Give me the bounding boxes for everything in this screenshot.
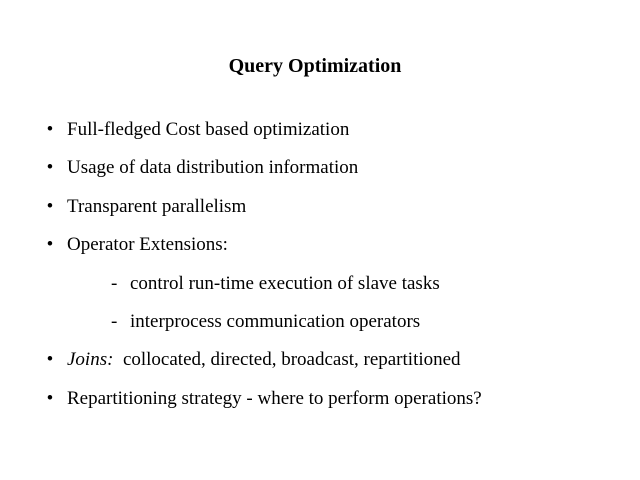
bullet-icon: • [46,119,54,140]
slide-title: Query Optimization [228,55,402,77]
joins-label: Joins: [67,349,114,370]
joins-text: collocated, directed, broadcast, repartitioned [122,349,461,370]
bullet-icon: • [46,196,54,217]
sub-item-text: control run-time execution of slave tasks [130,273,440,294]
bullet-text: Operator Extensions: [67,234,228,255]
bullet-icon: • [46,349,54,370]
dash-icon: - [111,311,118,332]
bullet-text: Repartitioning strategy - where to perform operations? [67,388,482,409]
bullet-icon: • [46,234,54,255]
dash-icon: - [111,273,118,294]
bullet-text-joins [67,348,461,372]
bullet-text: Full-fledged Cost based optimization [67,119,350,140]
sub-item-text: interprocess communication operators [130,311,421,332]
bullet-icon: • [46,388,54,409]
bullet-text: Transparent parallelism [67,196,247,217]
bullet-icon: • [46,157,54,178]
bullet-text: Usage of data distribution information [67,157,359,178]
